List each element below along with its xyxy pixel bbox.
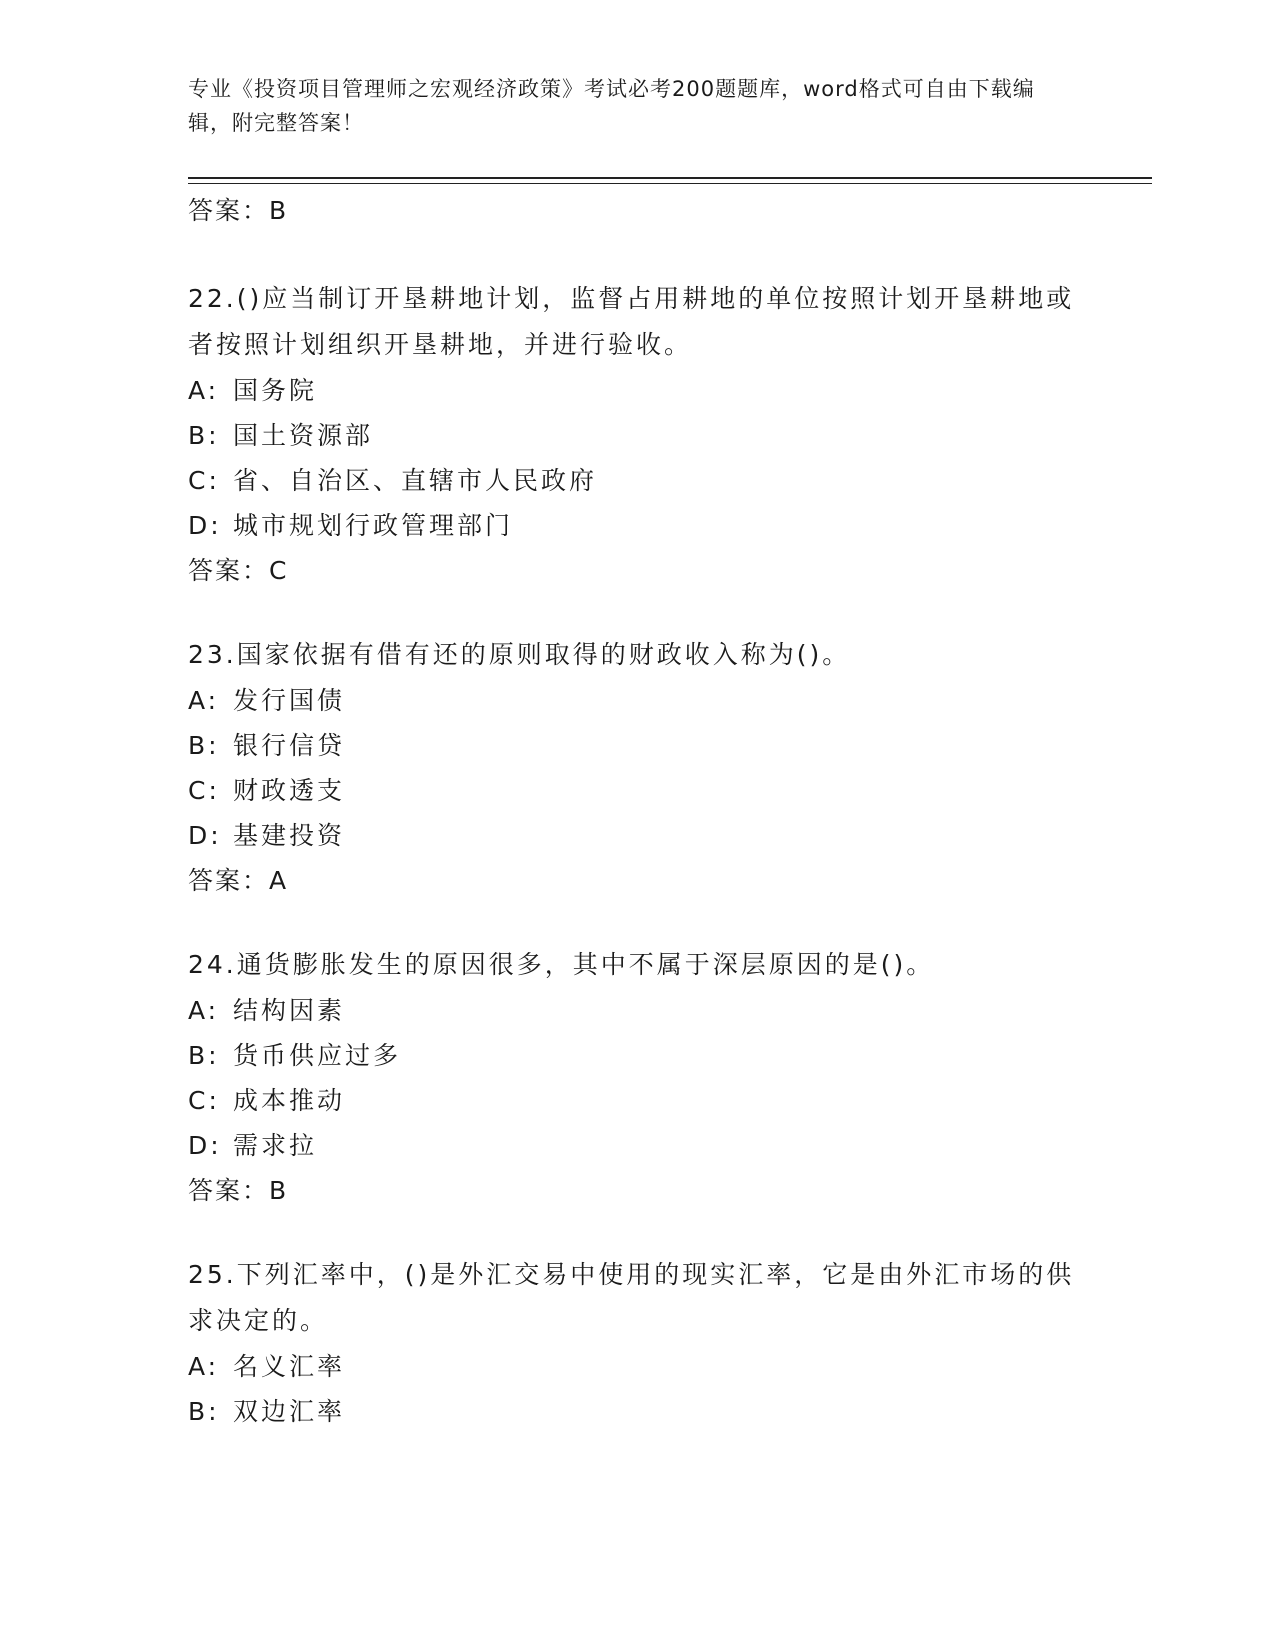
option-text: 省、自治区、直辖市人民政府 <box>233 466 598 495</box>
option-key: B: <box>188 1397 220 1426</box>
option-text: 国土资源部 <box>233 421 374 450</box>
header-divider-thin <box>188 183 1152 184</box>
option-key: D: <box>188 821 222 850</box>
option-key: B: <box>188 731 220 760</box>
option-key: C: <box>188 776 220 805</box>
option-text: 需求拉 <box>233 1131 318 1160</box>
option-b <box>188 1033 1088 1078</box>
option-key: B: <box>188 421 220 450</box>
answer-line: 答案：B <box>188 1176 289 1205</box>
option-d <box>188 503 1088 548</box>
option-text: 财政透支 <box>233 776 346 805</box>
question-block <box>188 276 1088 592</box>
question-stem: 25.下列汇率中，()是外汇交易中使用的现实汇率，它是由外汇市场的供求决定的。 <box>188 1260 1075 1335</box>
option-key: A: <box>188 996 220 1025</box>
option-text: 国务院 <box>233 376 318 405</box>
answer-line: 答案：A <box>188 866 289 895</box>
header-divider <box>188 177 1152 179</box>
question-stem: 23.国家依据有借有还的原则取得的财政收入称为()。 <box>188 640 851 669</box>
option-key: D: <box>188 1131 222 1160</box>
option-key: C: <box>188 466 220 495</box>
option-key: A: <box>188 686 220 715</box>
option-a <box>188 678 1088 723</box>
option-text: 结构因素 <box>233 996 346 1025</box>
option-b <box>188 723 1088 768</box>
question-block <box>188 632 1088 902</box>
option-key: A: <box>188 1352 220 1381</box>
question-list <box>188 190 1088 1434</box>
answer-line: 答案：C <box>188 556 289 585</box>
option-text: 银行信贷 <box>233 731 346 760</box>
option-text: 成本推动 <box>233 1086 346 1115</box>
question-stem: 24.通货膨胀发生的原因很多，其中不属于深层原因的是()。 <box>188 950 935 979</box>
option-c <box>188 1078 1088 1123</box>
option-text: 基建投资 <box>233 821 346 850</box>
option-text: 城市规划行政管理部门 <box>233 511 514 540</box>
option-a <box>188 368 1088 413</box>
option-key: B: <box>188 1041 220 1070</box>
option-b <box>188 1389 1088 1434</box>
option-a <box>188 1344 1088 1389</box>
option-text: 双边汇率 <box>233 1397 346 1426</box>
answer-line: 答案：B <box>188 196 289 225</box>
option-text: 发行国债 <box>233 686 346 715</box>
option-b <box>188 413 1088 458</box>
document-header: 专业《投资项目管理师之宏观经济政策》考试必考200题题库，word格式可自由下载编辑，附完整答案！ <box>188 77 1035 135</box>
option-c <box>188 458 1088 503</box>
option-key: D: <box>188 511 222 540</box>
question-block <box>188 1252 1088 1434</box>
question-stem: 22.()应当制订开垦耕地计划，监督占用耕地的单位按照计划开垦耕地或者按照计划组织开垦耕地，并进行验收。 <box>188 284 1075 359</box>
option-key: A: <box>188 376 220 405</box>
option-a <box>188 988 1088 1033</box>
option-key: C: <box>188 1086 220 1115</box>
option-d <box>188 1123 1088 1168</box>
option-text: 货币供应过多 <box>233 1041 402 1070</box>
question-block <box>188 942 1088 1212</box>
option-d <box>188 813 1088 858</box>
option-text: 名义汇率 <box>233 1352 346 1381</box>
option-c <box>188 768 1088 813</box>
